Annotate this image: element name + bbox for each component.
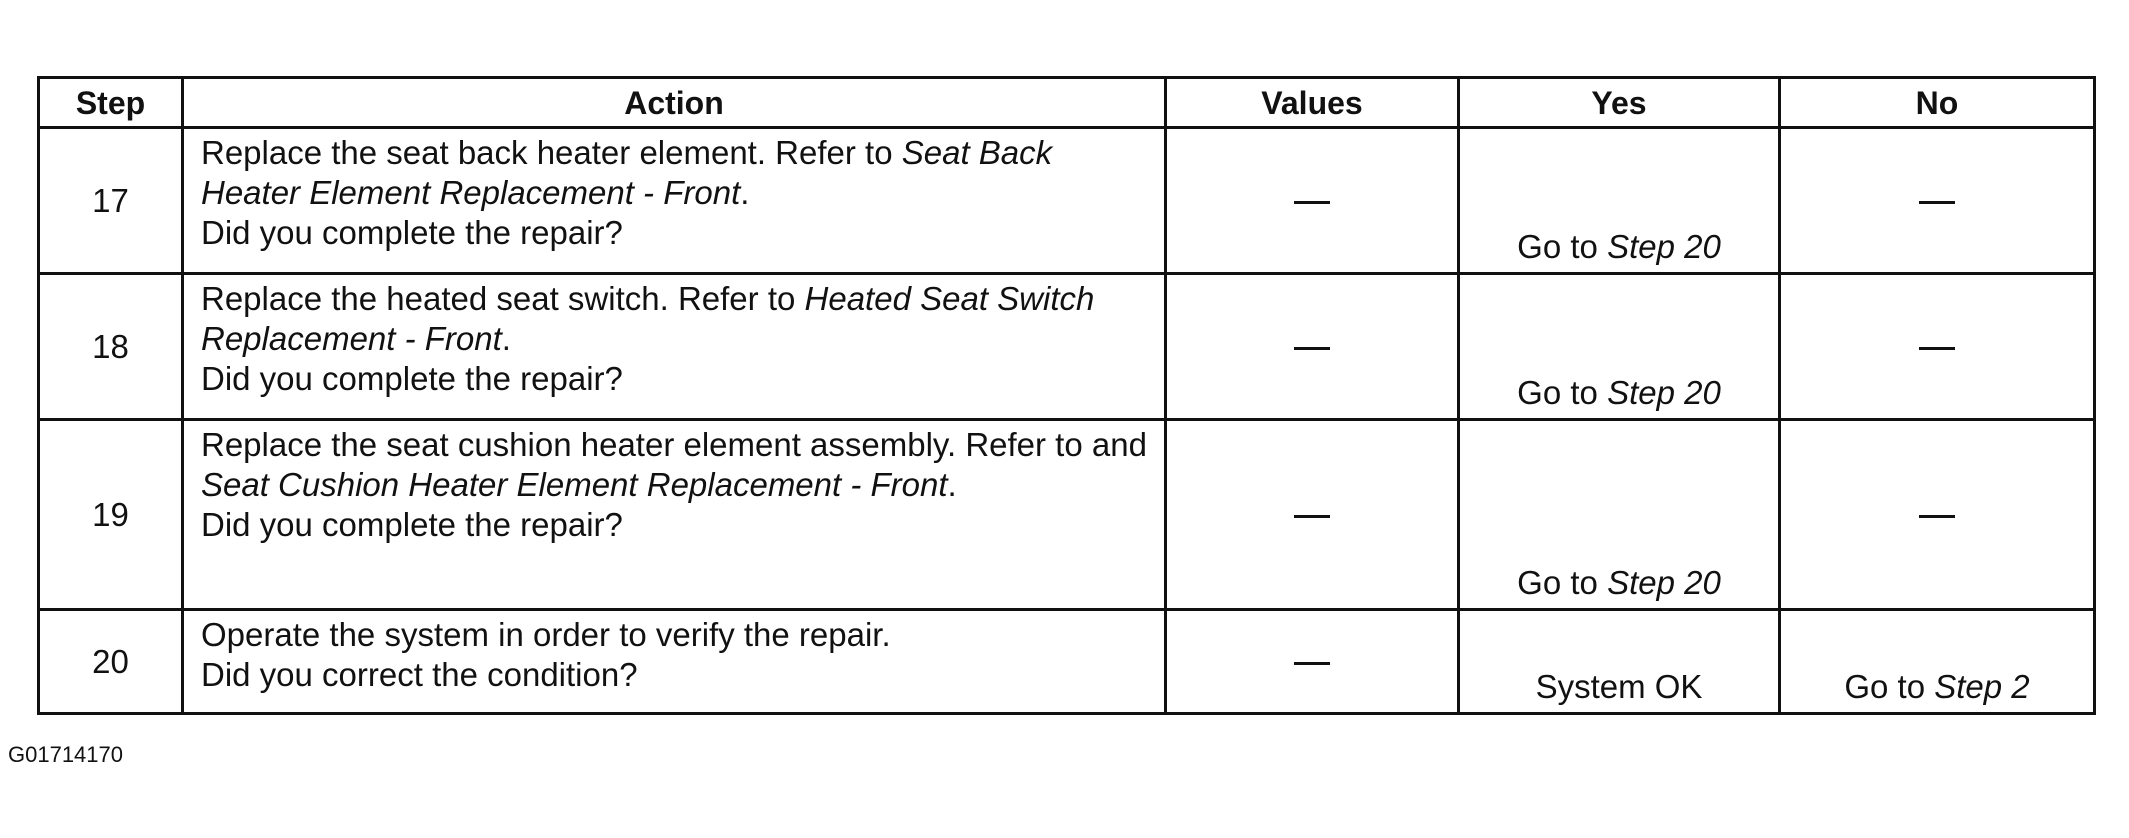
table-row — [39, 610, 2095, 714]
header-action: Action — [183, 78, 1166, 128]
action-question: Did you complete the repair? — [201, 214, 623, 251]
dash-mark — [1294, 662, 1330, 665]
action-question: Did you correct the condition? — [201, 656, 638, 693]
action-cell — [183, 420, 1166, 610]
action-question: Did you complete the repair? — [201, 506, 623, 543]
values-cell — [1166, 420, 1459, 610]
table-row — [39, 274, 2095, 420]
step-number: 19 — [39, 420, 183, 610]
action-question: Did you complete the repair? — [201, 360, 623, 397]
no-cell — [1780, 274, 2095, 420]
yes-step-reference: Step 20 — [1607, 228, 1721, 265]
dash-mark — [1294, 515, 1330, 518]
header-yes: Yes — [1459, 78, 1780, 128]
values-cell — [1166, 274, 1459, 420]
dash-mark — [1294, 347, 1330, 350]
action-cell — [183, 610, 1166, 714]
yes-cell: Go to Step 20 — [1459, 274, 1780, 420]
action-reference: Seat Cushion Heater Element Replacement - Front — [201, 466, 948, 503]
action-text: Replace the seat back heater element. Refer to Seat Back Heater Element Replacement - Front. — [201, 134, 1053, 211]
values-cell — [1166, 128, 1459, 274]
values-cell — [1166, 610, 1459, 714]
step-number: 17 — [39, 128, 183, 274]
yes-cell: Go to Step 20 — [1459, 128, 1780, 274]
header-row — [39, 78, 2095, 128]
action-cell — [183, 274, 1166, 420]
header-values: Values — [1166, 78, 1459, 128]
step-number: 18 — [39, 274, 183, 420]
dash-mark — [1919, 515, 1955, 518]
yes-cell: Go to Step 20 — [1459, 420, 1780, 610]
yes-cell: System OK — [1459, 610, 1780, 714]
action-reference: Seat Back Heater Element Replacement - Front — [201, 134, 1053, 211]
action-cell — [183, 128, 1166, 274]
dash-mark — [1919, 347, 1955, 350]
no-cell — [1780, 420, 2095, 610]
no-cell — [1780, 128, 2095, 274]
action-text: Replace the heated seat switch. Refer to Heated Seat Switch Replacement - Front. — [201, 280, 1095, 357]
diagnostic-table — [37, 76, 2096, 715]
dash-mark — [1294, 201, 1330, 204]
no-step-reference: Step 2 — [1934, 668, 2030, 705]
step-number: 20 — [39, 610, 183, 714]
action-text: Replace the seat cushion heater element assembly. Refer to and Seat Cushion Heater Element Replacement - Front. — [201, 426, 1147, 503]
no-cell: Go to Step 2 — [1780, 610, 2095, 714]
action-reference: Heated Seat Switch Replacement - Front — [201, 280, 1095, 357]
header-no: No — [1780, 78, 2095, 128]
table-row — [39, 420, 2095, 610]
table-row — [39, 128, 2095, 274]
figure-id: G01714170 — [8, 742, 123, 767]
dash-mark — [1919, 201, 1955, 204]
action-text: Operate the system in order to verify the repair. — [201, 616, 891, 653]
yes-step-reference: Step 20 — [1607, 564, 1721, 601]
yes-step-reference: Step 20 — [1607, 374, 1721, 411]
header-step: Step — [39, 78, 183, 128]
